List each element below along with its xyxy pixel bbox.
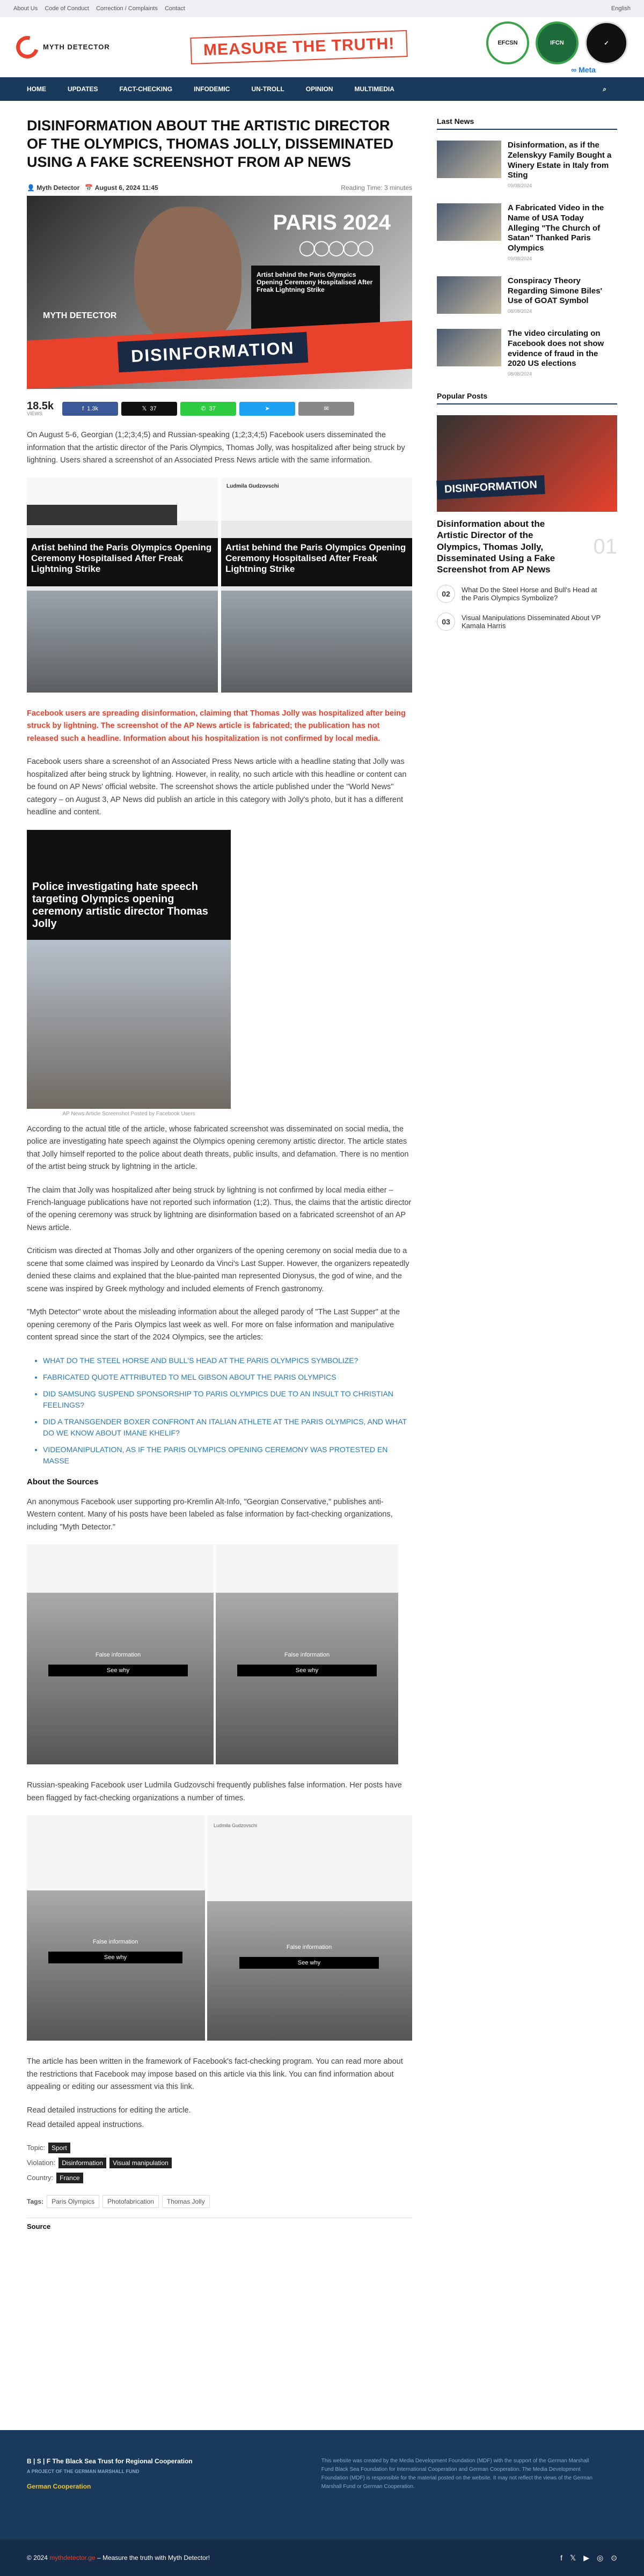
nav-opinion[interactable]: OPINION [305,85,333,93]
nav-multimedia[interactable]: MULTIMEDIA [354,85,394,93]
link-contact[interactable]: Contact [164,5,185,12]
paragraph-3: According to the actual title of the article, whose fabricated screenshot was disseminated on social media, the police are investigating hate speech against the Olympics opening ceremony artistic director. The article states that Jolly himself reported to the police about death threats, public insults, and defamation. There is no mention of the artist being struck by lightning in the article. [27,1124,409,1172]
paragraph-5: Criticism was directed at Thomas Jolly and other organizers of the opening ceremony on social media due to a scene that some claimed was inspired by Leonardo da Vinci's Last Supper. However, the organizers repeatedly denied these claims and explained that the blue-painted man represented Dionysus, the god of wine, and the scene was inspired by Greek mythology and included elements of French gastronomy. [27,1247,409,1293]
measure-truth-banner: MEASURE THE TRUTH! [190,30,408,64]
related-link[interactable]: • FABRICATED QUOTE ATTRIBUTED TO MEL GIBSON ABOUT THE PARIS OLYMPICS [43,1372,412,1383]
rss-icon[interactable]: ⊙ [611,2553,617,2562]
false-info-overlay: False information See why [239,1944,379,1969]
top-links [13,5,191,12]
nav-un-troll[interactable]: UN-TROLL [251,85,284,93]
tag[interactable]: Photofabrication [103,2195,159,2208]
popular-item[interactable]: 02 What Do the Steel Horse and Bull's Head at the Paris Olympics Symbolize? [437,585,617,603]
related-articles [43,1355,412,1467]
fb-post-screenshot [27,1815,205,2041]
fake-headline-2: Artist behind the Paris Olympics Opening Ceremony Hospitalised After Freak Lightning Strike [221,538,412,586]
false-info-overlay: False information See why [237,1652,377,1676]
share-whatsapp-button[interactable]: ✆ 37 [180,402,236,416]
news-thumbnail [437,203,501,241]
sidebar [437,117,617,2231]
footer-disclaimer: This website was created by the Media Development Foundation (MDF) with the support of the German Marshall Fund Black Sea Foundation for International Cooperation and German Cooperation. The Media Development Foundation (MDF) is responsible for the material posted on the website. It may not reflect the views of the German Marshall Fund or German Cooperation. [321,2458,592,2490]
related-link[interactable]: • DID A TRANSGENDER BOXER CONFRONT AN ITALIAN ATHLETE AT THE PARIS OLYMPICS, AND WHAT DO WE KNOW ABOUT IMANE KHELIF? [43,1416,412,1439]
link-code-of-conduct[interactable]: Code of Conduct [45,5,89,12]
image-caption: AP News Article Screenshot Posted by Facebook Users [62,1110,195,1117]
view-count: 18.5k VIEWS [27,400,54,417]
ap-news-screenshot [27,830,231,1109]
sub-footer [0,2540,644,2576]
source-2-screenshots [27,1815,412,2041]
paragraph-intro: On August 5-6, Georgian (1;2;3;4;5) and Russian-speaking (1;2;3;4;5) Facebook users disseminated the information that the artistic director of the Paris Olympics, Thomas Jolly, was hospitalized after being struck by lightning. Users shared a screenshot of an Associated Press News article with the same information. [27,431,405,465]
calendar-icon: 📅 [85,184,93,192]
source-heading: Source [27,2218,412,2231]
last-news-heading: Last News [437,117,617,130]
german-cooperation-logo: German Cooperation [27,2483,91,2491]
disinformation-label: DISINFORMATION [436,475,545,499]
meta-logo: ∞ Meta [571,65,596,74]
news-thumbnail [437,141,501,178]
bsf-logo: B | S | F The Black Sea Trust for Regional Cooperation [27,2457,193,2465]
efcsn-badge: EFCSN [486,21,529,64]
see-why-button[interactable]: See why [48,1665,188,1676]
link-corrections[interactable]: Correction / Complaints [96,5,158,12]
post-author: Ludmila Gudzovschi [221,478,412,521]
paragraph-4: The claim that Jolly was hospitalized after being struck by lightning is not confirmed by local media either – French-language publications have not reported such information (1;2). Thus, the claims that the artistic director of the opening ceremony was struck by lightning are disinformation based on a fabricated screenshot of an AP News article. [27,1186,412,1232]
instagram-icon[interactable]: ◎ [597,2553,604,2562]
source-1-text: An anonymous Facebook user supporting pro-Kremlin Alt-Info, "Georgian Conservative," publishes anti-Western content. Many of his posts have been labeled as false information by fact-checking organizations, including "Myth Detector." [27,1497,393,1532]
site-footer [0,2430,644,2540]
meta-partner-badge: ✓ [585,21,628,64]
screenshot-pair [27,478,412,693]
gmf-logo: A PROJECT OF THE GERMAN MARSHALL FUND [27,2468,140,2474]
site-header [0,17,644,77]
site-link[interactable]: mythdetector.ge [49,2554,96,2562]
fb-post-screenshot [207,1815,412,2041]
hero-fake-headline: Artist behind the Paris Olympics Opening Ceremony Hospitalised After Freak Lightning Strike [251,266,380,330]
popular-thumbnail[interactable] [437,415,617,512]
edit-instructions[interactable]: Read detailed instructions for editing the article. [27,2106,191,2115]
violation-tag[interactable]: Disinformation [58,2158,106,2168]
nav-fact-checking[interactable]: FACT-CHECKING [119,85,173,93]
related-link[interactable]: • WHAT DO THE STEEL HORSE AND BULL'S HEAD AT THE PARIS OLYMPICS SYMBOLIZE? [43,1355,412,1366]
false-info-overlay: False information See why [48,1652,188,1676]
nav-home[interactable]: HOME [27,85,46,93]
popular-heading: Popular Posts [437,392,617,404]
article-meta [27,184,412,192]
see-why-button[interactable]: See why [239,1957,379,1969]
user-icon: 👤 [27,184,35,192]
youtube-icon[interactable]: ▶ [583,2553,590,2562]
logo-mark-icon [12,32,42,62]
article-title: DISINFORMATION ABOUT THE ARTISTIC DIRECTOR OF THE OLYMPICS, THOMAS JOLLY, DISSEMINATED USING A FAKE SCREENSHOT FROM AP NEWS [27,117,394,170]
source-2-text: Russian-speaking Facebook user Ludmila Gudzovschi frequently publishes false information. Her posts have been flagged by fact-checking organizations a number of times. [27,1781,402,1802]
popular-item[interactable]: 03 Visual Manipulations Disseminated About VP Kamala Harris [437,613,617,631]
nav-infodemic[interactable]: INFODEMIC [194,85,230,93]
site-logo[interactable] [16,36,110,58]
fb-post-screenshot [216,1544,398,1764]
language-switch[interactable]: English [611,5,631,12]
article [27,117,412,2231]
share-email-button[interactable]: ✉ [298,402,354,416]
footer-logos [27,2457,193,2513]
share-telegram-button[interactable]: ➤ [239,402,295,416]
news-thumbnail [437,329,501,366]
news-item[interactable]: Disinformation, as if the Zelenskyy Family Bought a Winery Estate in Italy from Sting 09/08/2024 [437,141,617,188]
post-author: Ludmila Gudzovschi [214,1823,258,1829]
logo-text: MYTH DETECTOR [43,42,110,51]
ap-headline: Police investigating hate speech targeting Olympics opening ceremony artistic director Thomas Jolly [27,830,231,940]
false-info-overlay: False information See why [48,1939,182,1963]
program-note: The article has been written in the framework of Facebook's fact-checking program. You can read more about the restrictions that Facebook may impose based on this article via this link. You can find information about appealing or editing our assessment via this link. [27,2057,403,2092]
nav-updates[interactable]: UPDATES [68,85,98,93]
hero-logo: MYTH DETECTOR [43,311,117,321]
share-bar [27,401,412,416]
tag[interactable]: Paris Olympics [47,2195,99,2208]
facebook-icon[interactable]: f [560,2553,562,2562]
topic-tag[interactable]: Sport [48,2143,70,2153]
hero-portrait [134,207,241,346]
source-1-screenshots [27,1544,412,1764]
news-item[interactable]: A Fabricated Video in the Name of USA Today Alleging "The Church of Satan" Thanked Paris Olympics 09/08/2024 [437,203,617,261]
hero-image [27,196,412,389]
see-why-button[interactable]: See why [48,1952,182,1963]
copyright: © 2024 mythdetector.ge – Measure the truth with Myth Detector! [27,2554,210,2562]
share-facebook-button[interactable]: f 1.3k [62,402,118,416]
ifcn-badge: IFCN [536,21,579,64]
topic-row: Topic: Sport [27,2143,412,2153]
violation-row: Violation: Disinformation Visual manipulation [27,2158,412,2168]
see-why-button[interactable]: See why [237,1665,377,1676]
fb-screenshot-1 [27,478,218,693]
social-icons [560,2553,617,2563]
news-thumbnail [437,276,501,314]
fake-headline-1: Artist behind the Paris Olympics Opening Ceremony Hospitalised After Freak Lightning Strike [27,538,218,586]
country-tag[interactable]: France [56,2173,83,2183]
share-x-button[interactable]: 𝕏 37 [121,402,177,416]
main-nav [0,77,644,101]
rank-number: 01 [593,534,617,558]
related-link[interactable]: • DID SAMSUNG SUSPEND SPONSORSHIP TO PARIS OLYMPICS DUE TO AN INSULT TO CHRISTIAN FEELINGS? [43,1388,412,1411]
reading-time: Reading Time: 3 minutes [341,184,412,192]
tag[interactable]: Thomas Jolly [162,2195,210,2208]
appeal-instructions[interactable]: Read detailed appeal instructions. [27,2121,144,2130]
disinformation-label: DISINFORMATION [118,332,308,372]
fb-post-screenshot [27,1544,214,1764]
tags-row: Tags: Paris Olympics Photofabrication Thomas Jolly [27,2195,412,2208]
paragraph-2: Facebook users share a screenshot of an Associated Press News article with a headline stating that Jolly was hospitalized after being struck by lightning. However, in reality, no such article with this headline or content can be found on AP News' official website. The screenshot shows the article published under the "World News" category – on August 3, AP News did publish an article in this category with Jolly's photo, but it has a different headline and content. [27,757,407,817]
sources-heading: About the Sources [27,1477,99,1486]
olympic-rings-icon: ◯◯◯◯◯ [298,239,372,256]
paragraph-6: "Myth Detector" wrote about the misleading information about the alleged parody of "The Last Supper" at the opening ceremony of the Paris Olympics last week as well. For more on false information and manipulative content spread since the start of the 2024 Olympics, see the articles: [27,1308,400,1342]
related-link[interactable]: • VIDEOMANIPULATION, AS IF THE PARIS OLYMPICS OPENING CEREMONY WAS PROTESTED EN MASSE [43,1444,412,1467]
x-icon[interactable]: 𝕏 [569,2553,576,2562]
top-bar [0,0,644,17]
certification-badges [486,21,628,64]
popular-main[interactable]: Disinformation about the Artistic Director of the Olympics, Thomas Jolly, Disseminated Using a Fake Screenshot from AP News 01 [437,519,617,575]
fb-screenshot-2 [221,478,412,693]
violation-tag[interactable]: Visual manipulation [109,2158,172,2168]
redaction-bar [27,505,177,525]
article-author[interactable]: Myth Detector [36,184,80,192]
link-about[interactable]: About Us [13,5,38,12]
search-icon[interactable]: ⌕ [603,85,606,93]
article-date: August 6, 2024 11:45 [94,184,158,192]
news-item[interactable]: The video circulating on Facebook does not show evidence of fraud in the 2020 US elections 08/08/2024 [437,329,617,377]
verdict-highlight: Facebook users are spreading disinformation, claiming that Thomas Jolly was hospitalized after being struck by lightning. The screenshot of the AP News article is fabricated; the publication has not released such a headline. Information about his hospitalization is not confirmed by local media. [27,709,406,743]
hero-paris-text: PARIS 2024 [273,211,391,235]
country-row: Country: France [27,2173,412,2183]
news-item[interactable]: Conspiracy Theory Regarding Simone Biles' Use of GOAT Symbol 08/08/2024 [437,276,617,314]
